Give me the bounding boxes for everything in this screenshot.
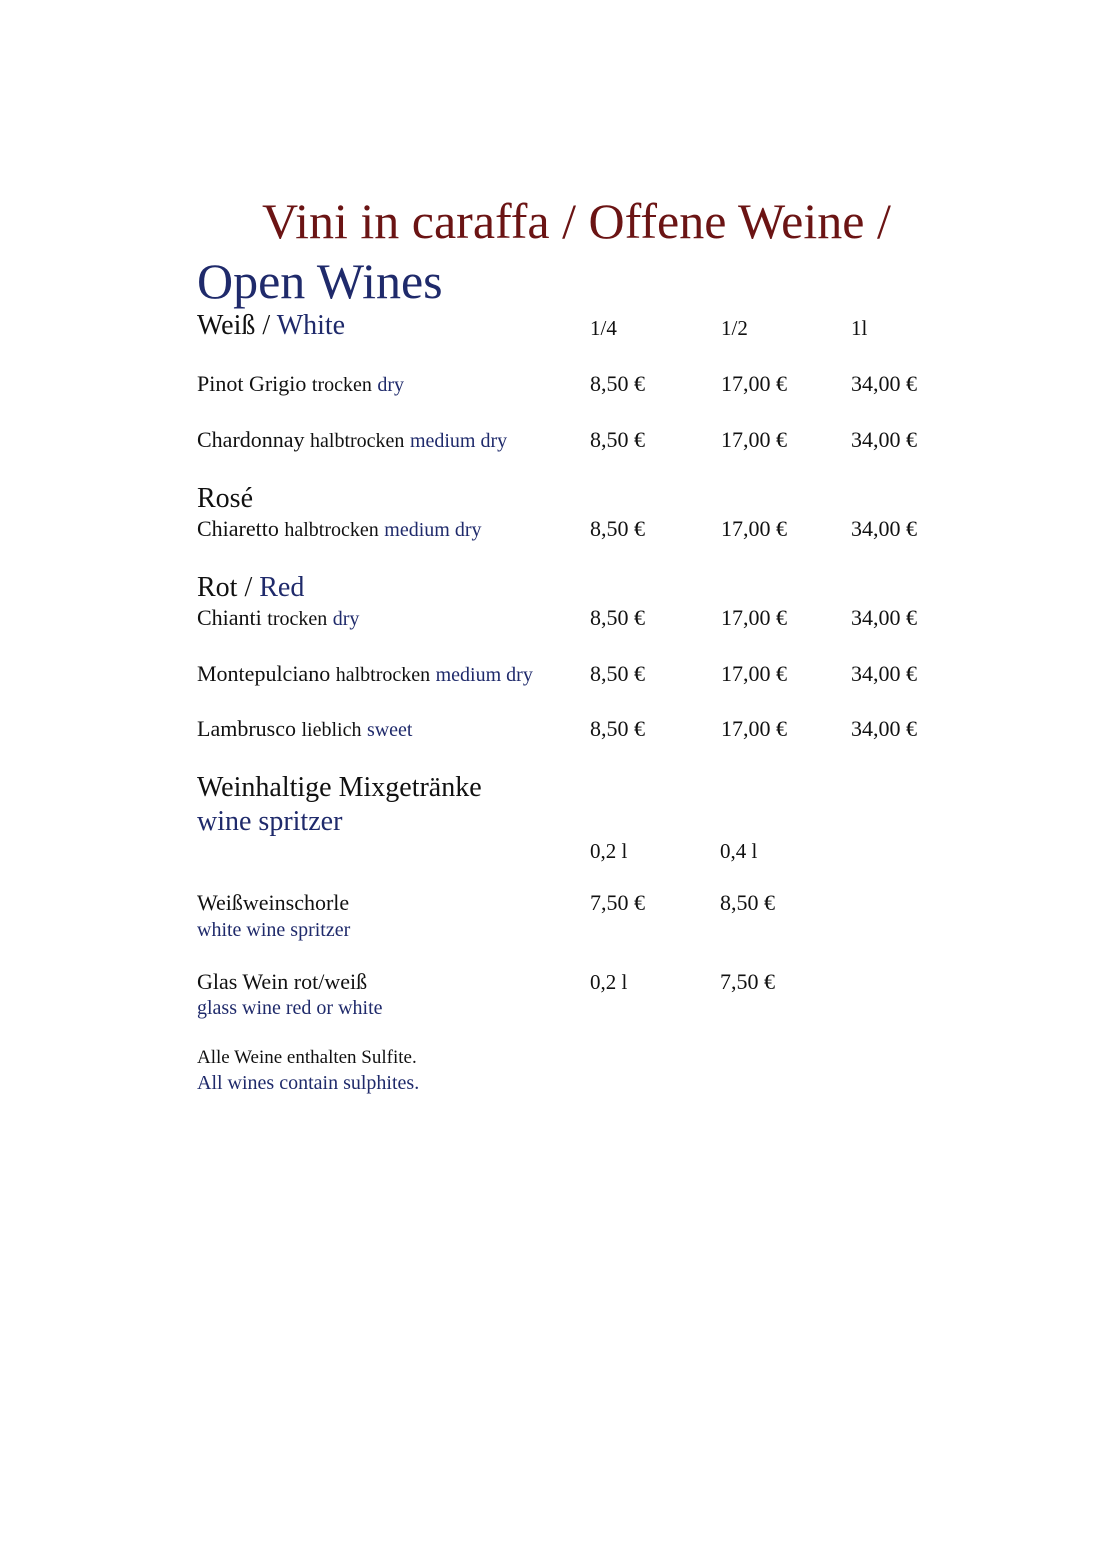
section-heading-red (197, 574, 304, 602)
wine-name: Lambrusco (197, 716, 296, 741)
wine-style-de: trocken (311, 374, 372, 396)
price-half: 17,00 € (721, 516, 787, 541)
spritzer-value-2: 8,50 € (720, 890, 775, 915)
page-title-line2: Open Wines (197, 253, 443, 309)
price-liter: 34,00 € (851, 427, 917, 452)
heading-de: Rot (197, 572, 238, 603)
price-liter: 34,00 € (851, 605, 917, 630)
wine-item-lambrusco (197, 718, 413, 740)
wine-item-montepulciano (197, 663, 533, 685)
wine-style-en: dry (332, 608, 360, 630)
price-quarter: 8,50 € (590, 661, 645, 686)
heading-separator: / (262, 310, 271, 341)
price-liter: 34,00 € (851, 516, 917, 541)
wine-style-en: medium dry (435, 664, 533, 686)
heading-de: Weiß (197, 310, 256, 341)
column-header-02l: 0,2 l (590, 839, 628, 863)
column-header-liter: 1l (851, 316, 868, 340)
section-heading-white (197, 312, 345, 340)
price-half: 17,00 € (721, 716, 787, 741)
heading-separator: / (244, 572, 253, 603)
sulfite-note-de: Alle Weine enthalten Sulfite. (197, 1047, 417, 1068)
spritzer-name-en: glass wine red or white (197, 997, 383, 1019)
page-title-line1: Vini in caraffa / Offene Weine / (262, 193, 891, 249)
price-quarter: 8,50 € (590, 605, 645, 630)
price-quarter: 8,50 € (590, 716, 645, 741)
price-half: 17,00 € (721, 605, 787, 630)
wine-style-en: medium dry (409, 430, 508, 452)
column-header-04l: 0,4 l (720, 839, 758, 863)
price-liter: 34,00 € (851, 371, 917, 396)
spritzer-value-1: 7,50 € (590, 890, 645, 915)
wine-item-pinot-grigio (197, 373, 404, 395)
spritzer-name-en: white wine spritzer (197, 919, 351, 941)
price-half: 17,00 € (721, 371, 787, 396)
column-header-half: 1/2 (721, 316, 748, 340)
section-heading-rose: Rosé (197, 483, 253, 514)
price-quarter: 8,50 € (590, 371, 645, 396)
wine-name: Montepulciano (197, 661, 331, 686)
spritzer-name-de: Weißweinschorle (197, 890, 350, 915)
price-liter: 34,00 € (851, 661, 917, 686)
sulfite-note-en: All wines contain sulphites. (197, 1072, 420, 1094)
wine-name: Chiaretto (197, 516, 279, 541)
wine-style-de: halbtrocken (310, 430, 405, 452)
price-half: 17,00 € (721, 427, 787, 452)
wine-item-chardonnay (197, 429, 507, 451)
spritzer-value-2: 7,50 € (720, 969, 775, 994)
wine-style-de: trocken (267, 608, 328, 630)
wine-name: Chardonnay (197, 427, 305, 452)
section-heading-spritzer-de: Weinhaltige Mixgetränke (197, 772, 482, 803)
spritzer-value-1: 0,2 l (590, 970, 628, 994)
section-heading-spritzer-en: wine spritzer (197, 806, 343, 837)
price-quarter: 8,50 € (590, 427, 645, 452)
wine-item-chiaretto (197, 518, 482, 540)
price-liter: 34,00 € (851, 716, 917, 741)
column-header-quarter: 1/4 (590, 316, 617, 340)
wine-name: Chianti (197, 605, 262, 630)
price-half: 17,00 € (721, 661, 787, 686)
heading-en: White (276, 310, 346, 341)
wine-style-de: halbtrocken (284, 519, 379, 541)
wine-style-en: medium dry (384, 519, 482, 541)
wine-style-de: halbtrocken (335, 664, 431, 686)
wine-style-en: sweet (366, 719, 413, 741)
wine-item-chianti (197, 607, 359, 629)
heading-en: Red (259, 572, 305, 603)
spritzer-name-de: Glas Wein rot/weiß (197, 969, 368, 994)
wine-name: Pinot Grigio (197, 371, 307, 396)
wine-style-en: dry (377, 374, 405, 396)
price-quarter: 8,50 € (590, 516, 645, 541)
wine-style-de: lieblich (301, 719, 362, 741)
